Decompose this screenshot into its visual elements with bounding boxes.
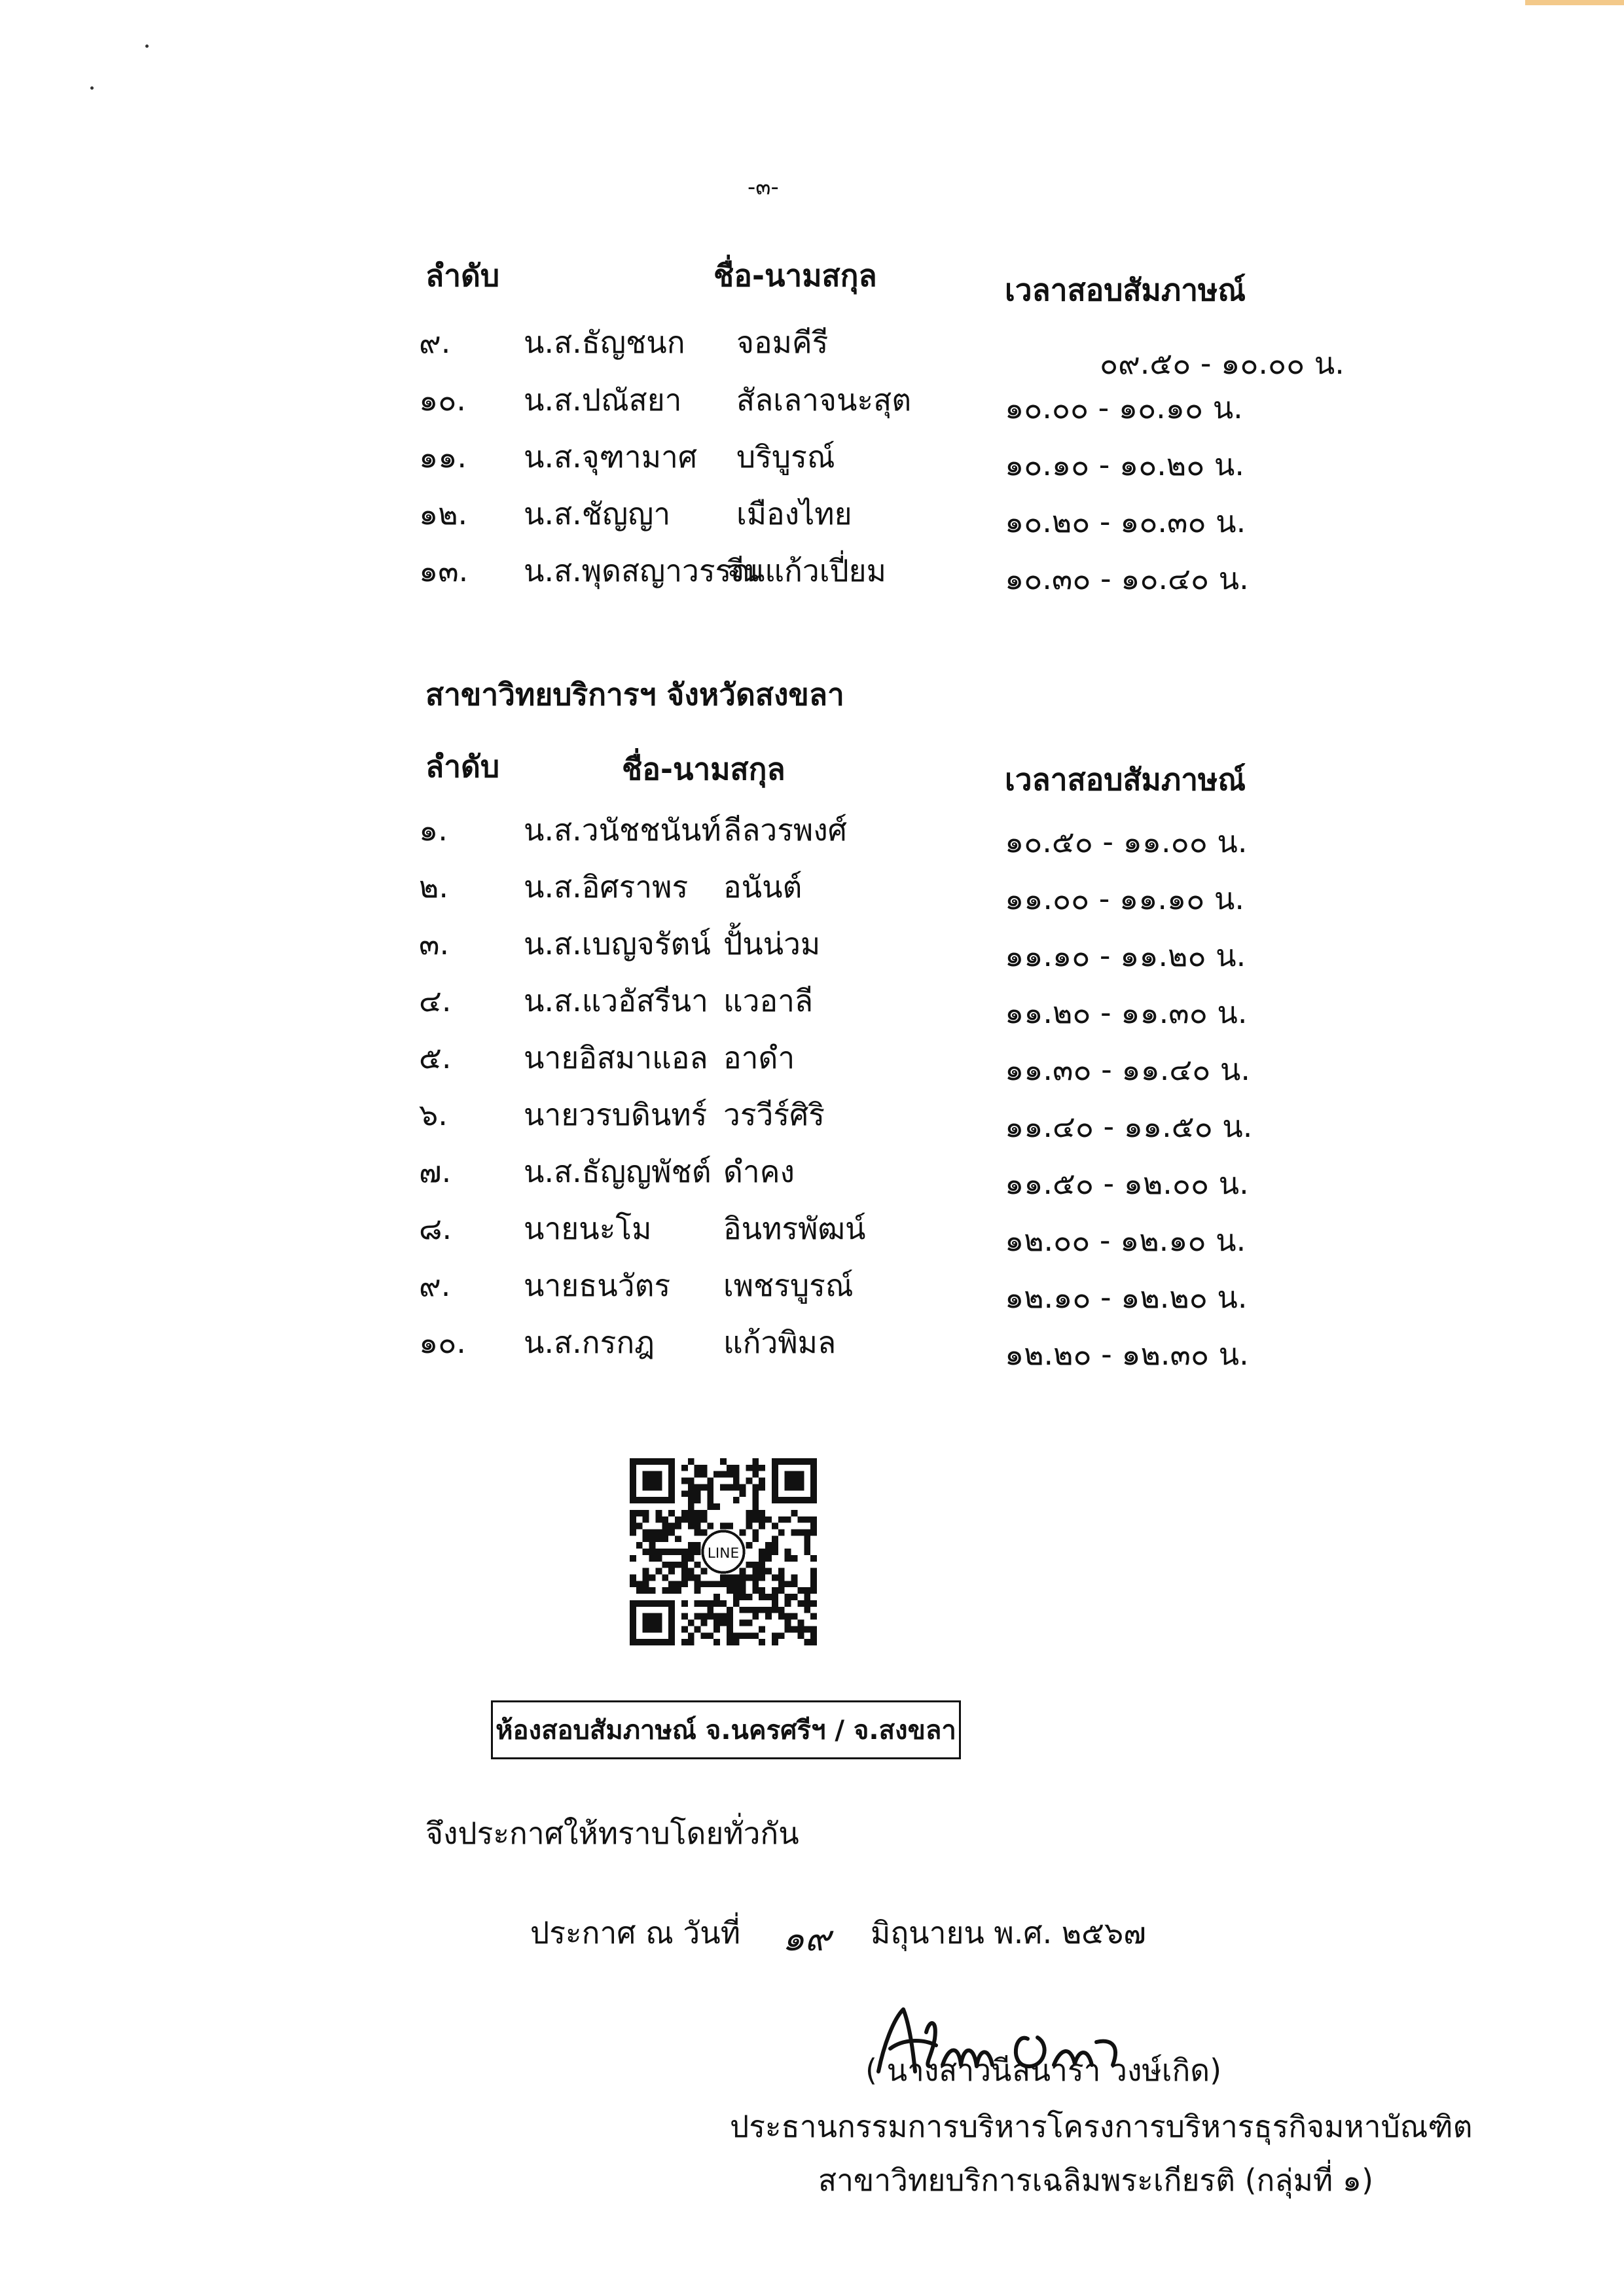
- row-name: น.ส.กรกฎ: [524, 1325, 655, 1360]
- table-row: [0, 490, 1624, 539]
- row-surname: จอมคีรี: [736, 325, 829, 360]
- row-time: ๑๐.๑๐ - ๑๐.๒๐ น.: [1005, 447, 1245, 482]
- row-no: ๖.: [419, 1097, 448, 1132]
- row-name: นายนะโม: [524, 1211, 652, 1246]
- row-name: น.ส.ธัญญพัชต์: [524, 1154, 712, 1189]
- section-title: สาขาวิทยบริการฯ จังหวัดสงขลา: [425, 677, 844, 712]
- row-no: ๑๒.: [419, 496, 468, 531]
- header-no: ลำดับ: [425, 258, 500, 293]
- row-name: น.ส.ปณัสยา: [524, 382, 682, 418]
- row-time: ๑๑.๐๐ - ๑๑.๑๐ น.: [1005, 881, 1245, 916]
- header-no: ลำดับ: [425, 749, 500, 784]
- row-name: น.ส.ชัญญา: [524, 496, 671, 531]
- table-row: [0, 1205, 1624, 1258]
- row-surname: ลีลวรพงศ์: [723, 812, 847, 848]
- row-name: นายธนวัตร: [524, 1268, 671, 1303]
- row-no: ๓.: [419, 926, 450, 961]
- row-no: ๔.: [419, 983, 452, 1018]
- table-row: [0, 547, 1624, 596]
- row-no: ๙.: [419, 1268, 451, 1303]
- row-time: ๐๙.๕๐ - ๑๐.๐๐ น.: [1100, 346, 1344, 381]
- room-label-box: [491, 1700, 961, 1759]
- row-name: นายวรบดินทร์: [524, 1097, 708, 1132]
- row-surname: ดำคง: [723, 1154, 795, 1189]
- row-time: ๑๒.๒๐ - ๑๒.๓๐ น.: [1005, 1336, 1249, 1372]
- table-row: [0, 1262, 1624, 1315]
- page-number: -๓-: [748, 174, 779, 200]
- row-no: ๘.: [419, 1211, 452, 1246]
- row-no: ๑๐.: [419, 1325, 466, 1360]
- row-time: ๑๒.๑๐ - ๑๒.๒๐ น.: [1005, 1280, 1248, 1315]
- line-logo-text: LINE: [707, 1545, 740, 1562]
- row-surname: สัลเลาจนะสุต: [736, 382, 912, 418]
- row-surname: แวอาลี: [723, 983, 814, 1018]
- table-row: [0, 319, 1624, 381]
- row-name: นายอิสมาแอล: [524, 1040, 708, 1075]
- row-time: ๑๑.๕๐ - ๑๒.๐๐ น.: [1005, 1166, 1249, 1201]
- row-surname: บริบูรณ์: [736, 439, 835, 475]
- scan-speck: [90, 86, 94, 90]
- qr-code[interactable]: [630, 1458, 817, 1645]
- table-row: [0, 920, 1624, 973]
- table-row: [0, 1091, 1624, 1144]
- row-surname: แก้วพิมล: [723, 1325, 837, 1360]
- row-no: ๑๐.: [419, 382, 466, 418]
- row-surname: อนันต์: [723, 869, 803, 905]
- date-day: ๑๙: [782, 1918, 831, 1959]
- row-name: น.ส.เบญจรัตน์: [524, 926, 711, 961]
- table-row: [0, 433, 1624, 482]
- row-no: ๙.: [419, 325, 451, 360]
- signer-position-1: ประธานกรรมการบริหารโครงการบริหารธุรกิจมหาบัณฑิต: [730, 2109, 1473, 2144]
- row-name: น.ส.พุดสญาวรรณ: [524, 553, 759, 588]
- row-time: ๑๐.๒๐ - ๑๐.๓๐ น.: [1005, 504, 1246, 539]
- row-time: ๑๑.๑๐ - ๑๑.๒๐ น.: [1005, 938, 1246, 973]
- table-row: [0, 977, 1624, 1030]
- table-row: [0, 1148, 1624, 1201]
- scan-speck: [145, 45, 149, 48]
- row-no: ๒.: [419, 869, 448, 905]
- header-name: ชื่อ-นามสกุล: [713, 258, 877, 293]
- row-surname: ปั้นน่วม: [723, 926, 821, 961]
- row-name: น.ส.อิศราพร: [524, 869, 689, 905]
- table-row: [0, 1319, 1624, 1372]
- scan-edge-mark: [1525, 0, 1624, 5]
- row-time: ๑๐.๕๐ - ๑๑.๐๐ น.: [1005, 824, 1248, 859]
- table-row: [0, 1034, 1624, 1087]
- row-time: ๑๐.๓๐ - ๑๐.๔๐ น.: [1005, 561, 1249, 596]
- row-time: ๑๒.๐๐ - ๑๒.๑๐ น.: [1005, 1223, 1246, 1258]
- row-surname: วรวีร์ศิริ: [723, 1097, 825, 1132]
- row-name: น.ส.ธัญชนก: [524, 325, 685, 360]
- row-no: ๑.: [419, 812, 448, 848]
- header-time: เวลาสอบสัมภาษณ์: [1005, 272, 1246, 308]
- row-name: น.ส.จุฑามาศ: [524, 439, 698, 475]
- row-time: ๑๐.๐๐ - ๑๐.๑๐ น.: [1005, 390, 1243, 425]
- announcement-text: จึงประกาศให้ทราบโดยทั่วกัน: [425, 1816, 799, 1851]
- signer-name: ( นางสาวนีลนารา วงษ์เกิด): [865, 2053, 1222, 2088]
- row-name: น.ส.แวอัสรีนา: [524, 983, 708, 1018]
- row-surname: เมืองไทย: [736, 496, 852, 531]
- row-surname: เพชรบูรณ์: [723, 1268, 854, 1303]
- row-surname: อินทรพัฒน์: [723, 1211, 866, 1246]
- row-time: ๑๑.๓๐ - ๑๑.๔๐ น.: [1005, 1052, 1250, 1087]
- row-no: ๑๑.: [419, 439, 467, 475]
- header-time: เวลาสอบสัมภาษณ์: [1005, 762, 1246, 797]
- room-label: ห้องสอบสัมภาษณ์ จ.นครศรีฯ / จ.สงขลา: [496, 1715, 956, 1746]
- date-month-year: มิถุนายน พ.ศ. ๒๕๖๗: [871, 1915, 1146, 1950]
- row-surname: อาดำ: [723, 1040, 795, 1075]
- header-name: ชื่อ-นามสกุล: [622, 751, 785, 787]
- row-time: ๑๑.๔๐ - ๑๑.๕๐ น.: [1005, 1109, 1253, 1144]
- row-no: ๗.: [419, 1154, 452, 1189]
- row-name: น.ส.วนัชชนันท์: [524, 812, 721, 848]
- row-surname: จีนแก้วเปี่ยม: [727, 553, 886, 588]
- row-no: ๕.: [419, 1040, 452, 1075]
- table-row: [0, 376, 1624, 425]
- signer-position-2: สาขาวิทยบริการเฉลิมพระเกียรติ (กลุ่มที่ ๑): [818, 2162, 1374, 2198]
- date-prefix: ประกาศ ณ วันที่: [530, 1915, 741, 1950]
- table-row: [0, 806, 1624, 859]
- table-row: [0, 863, 1624, 916]
- row-time: ๑๑.๒๐ - ๑๑.๓๐ น.: [1005, 995, 1248, 1030]
- row-no: ๑๓.: [419, 553, 469, 588]
